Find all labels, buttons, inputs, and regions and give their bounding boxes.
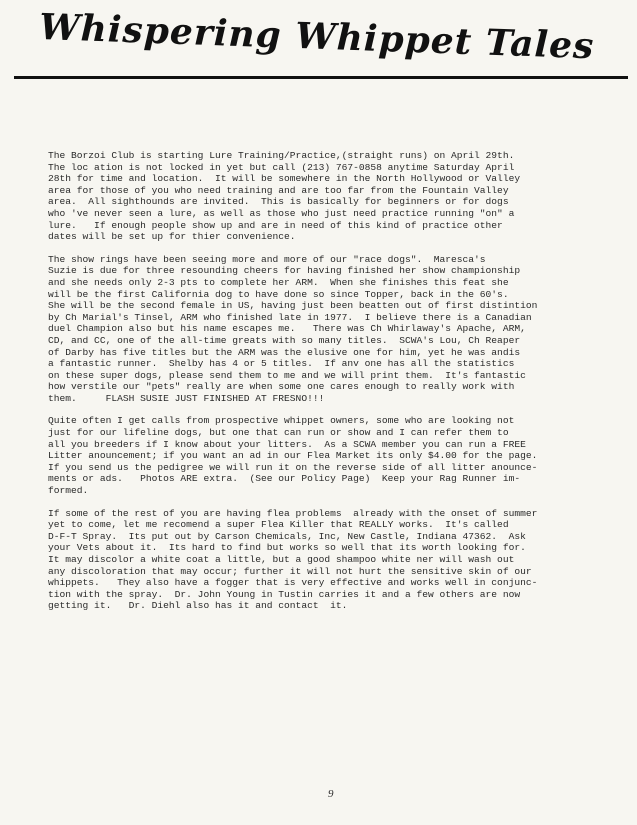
text-line: your Vets about it. Its hard to find but works so well that its worth looking for.: [48, 542, 526, 554]
text-line: Litter anouncement; if you want an ad in our Flea Market its only $4.00 for the page.: [48, 450, 538, 462]
text-line: lure. If enough people show up and are in need of this kind of practice other: [48, 219, 503, 231]
text-line: 28th for time and location. It will be somewhere in the North Hollywood or Valley: [48, 173, 521, 185]
text-line: It may discolor a white coat a little, but a good shampoo white ner will wash out: [48, 554, 515, 565]
text-line: The loc ation is not locked in yet but call (213) 767-0858 anytime Saturday April: [48, 161, 515, 173]
text-line: whippets. They also have a fogger that is very effective and works well in conjunc-: [48, 577, 538, 589]
text-line: formed.: [48, 485, 89, 497]
article-body: [48, 150, 608, 623]
text-line: tion with the spray. Dr. John Young in Tustin carries it and a few others are now: [48, 588, 521, 600]
masthead: [0, 0, 637, 82]
page-number: 9: [328, 788, 334, 800]
text-line: The show rings have been seeing more and more of our "race dogs". Maresca's: [48, 253, 486, 265]
text-line: CD, and CC, one of the all-time greats with so many titles. SCWA's Lou, Ch Reaper: [48, 334, 521, 346]
paragraph: [48, 415, 608, 496]
text-line: Suzie is due for three resounding cheers for having finished her show championship: [48, 265, 521, 277]
text-line: D-F-T Spray. Its put out by Carson Chemicals, Inc, New Castle, Indiana 47362. Ask: [48, 530, 526, 542]
text-line: and she needs only 2-3 pts to complete her ARM. When she finishes this feat she: [48, 276, 509, 288]
paragraph: [48, 508, 608, 612]
masthead-rule: [14, 76, 628, 79]
text-line: She will be the second female in US, having just been beatten out of first distintion: [48, 300, 538, 312]
text-line: will be the first California dog to have done so since Topper, back in the 60's.: [48, 288, 509, 300]
text-line: The Borzoi Club is starting Lure Training/Practice,(straight runs) on April 29th.: [48, 150, 515, 161]
text-line: area. All sighthounds are invited. This is basically for beginners or for dogs: [48, 196, 509, 208]
text-line: how verstile our "pets" really are when some one cares enough to really work with: [48, 381, 515, 393]
text-line: any discoloration that may occur; further it will not hurt the sensitive skin of our: [48, 565, 532, 577]
text-line: just for our lifeline dogs, but one that can run or show and I can refer them to: [48, 427, 509, 439]
text-line: all you breeders if I know about your litters. As a SCWA member you can run a FREE: [48, 438, 526, 450]
text-line: them. FLASH SUSIE JUST FINISHED AT FRESNO!!!: [48, 392, 325, 404]
paragraph: [48, 254, 608, 405]
text-line: area for those of you who need training and are too far from the Fountain Valley: [48, 184, 509, 196]
text-line: Quite often I get calls from prospective whippet owners, some who are looking not: [48, 415, 515, 427]
text-line: of Darby has five titles but the ARM was the elusive one for him, yet he was andis: [48, 346, 521, 358]
text-line: a fantastic runner. Shelby has 4 or 5 titles. If anv one has all the statistics: [48, 358, 515, 370]
text-line: on these super dogs, please send them to me and we will print them. It's fantastic: [48, 369, 526, 381]
text-line: who 've never seen a lure, as well as those who just need practice running "on" a: [48, 207, 515, 219]
masthead-title: Whispering Whippet Tales: [38, 6, 596, 68]
text-line: getting it. Dr. Diehl also has it and contact it.: [48, 600, 348, 612]
paragraph: [48, 150, 608, 243]
text-line: If some of the rest of you are having flea problems already with the onset of summer: [48, 507, 538, 519]
text-line: If you send us the pedigree we will run it on the reverse side of all litter anounce-: [48, 461, 538, 473]
text-line: ments or ads. Photos ARE extra. (See our Policy Page) Keep your Rag Runner im-: [48, 473, 521, 485]
text-line: by Ch Marial's Tinsel, ARM who finished late in 1977. I believe there is a Canadian: [48, 311, 532, 323]
text-line: duel Champion also but his name escapes me. There was Ch Whirlaway's Apache, ARM,: [48, 323, 526, 335]
text-line: yet to come, let me recomend a super Flea Killer that REALLY works. It's called: [48, 519, 509, 531]
text-line: dates will be set up for thier convenience.: [48, 231, 296, 243]
